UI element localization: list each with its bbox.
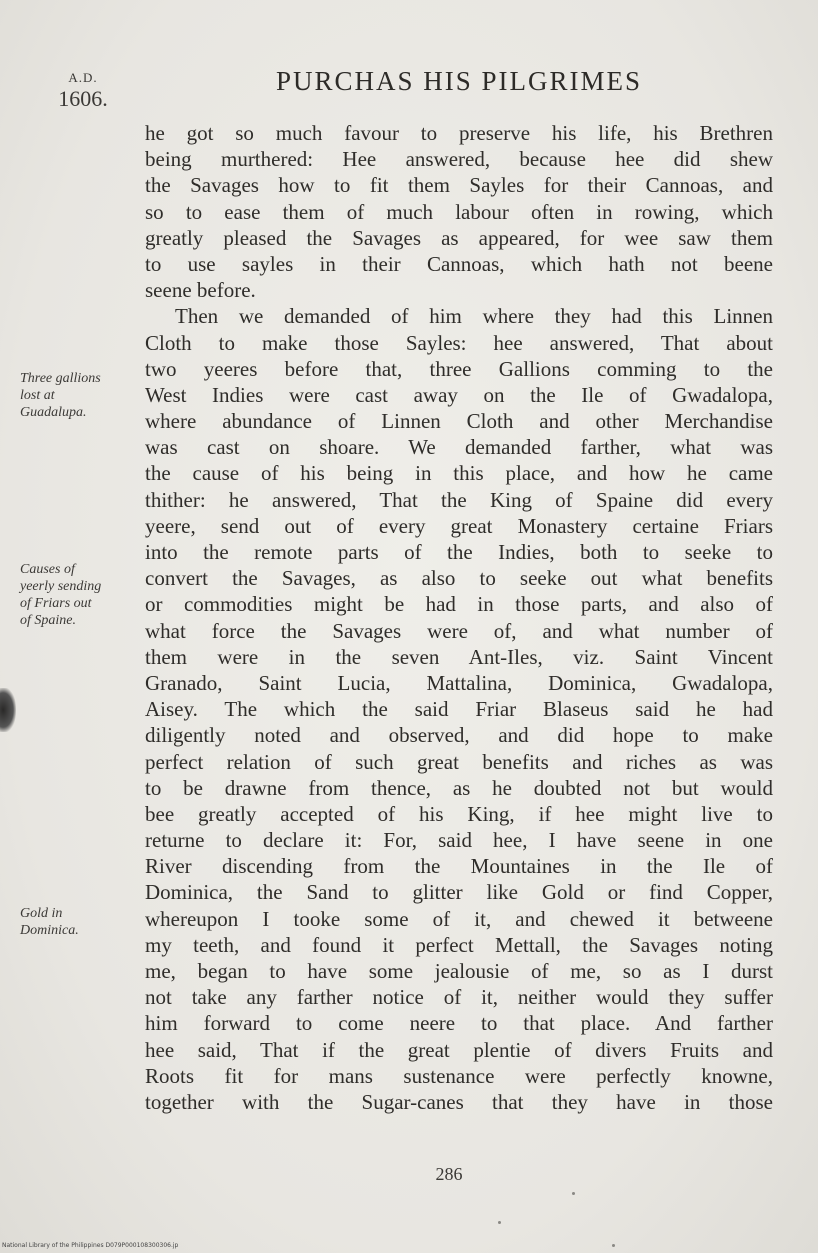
- text-line: Aisey. The which the said Friar Blaseus said he had: [145, 697, 773, 722]
- text-line: diligently noted and observed, and did hope to make: [145, 723, 773, 748]
- text-line: the Savages how to fit them Sayles for their Cannoas, and: [145, 173, 773, 198]
- text-line: he got so much favour to preserve his life, his Brethren: [145, 121, 773, 145]
- scan-credit: National Library of the Philippines D079P000108300306.jp: [2, 1242, 179, 1249]
- text-line: my teeth, and found it perfect Mettall, the Savages noting: [145, 932, 773, 957]
- text-line: him forward to come neere to that place. And farther: [145, 1011, 773, 1036]
- sidenote-line: Guadalupa.: [20, 405, 87, 420]
- sidenote-line: Dominica.: [20, 923, 79, 938]
- text-line: what force the Savages were of, and what number of: [145, 618, 773, 643]
- text-line: together with the Sugar-canes that they have in those: [145, 1089, 773, 1114]
- text-line: hee said, That if the great plentie of divers Fruits and: [145, 1037, 773, 1062]
- sidenote-gallions: [20, 370, 138, 421]
- text-line: so to ease them of much labour often in rowing, which: [145, 199, 773, 224]
- text-line: being murthered: Hee answered, because hee did shew: [145, 147, 773, 172]
- text-line: Cloth to make those Sayles: hee answered, That about: [145, 330, 773, 355]
- era-label: A.D.: [68, 70, 98, 85]
- text-line: West Indies were cast away on the Ile of Gwadalopa,: [145, 382, 773, 407]
- sidenote-line: lost at: [20, 388, 55, 403]
- sidenote-line: of Friars out: [20, 596, 92, 611]
- sidenote-line: Gold in: [20, 906, 63, 921]
- text-line: Then we demanded of him where they had this Linnen: [175, 304, 773, 329]
- text-line: seene before.: [145, 278, 256, 303]
- sidenote-line: Three gallions: [20, 371, 101, 386]
- running-title: PURCHAS HIS PILGRIMES: [275, 66, 643, 96]
- text-line: them were in the seven Ant-Iles, viz. Saint Vincent: [145, 644, 773, 669]
- text-line: convert the Savages, as also to seeke out what benefits: [145, 566, 773, 591]
- text-line: bee greatly accepted of his King, if hee might live to: [145, 801, 773, 826]
- text-line: returne to declare it: For, said hee, I have seene in one: [145, 828, 773, 853]
- body-text: [145, 120, 773, 1115]
- text-line: where abundance of Linnen Cloth and other Merchandise: [145, 409, 773, 434]
- text-line: River discending from the Mountaines in the Ile of: [145, 854, 773, 879]
- page-number: 286: [435, 1164, 463, 1184]
- text-line: was cast on shoare. We demanded farther, what was: [145, 435, 773, 460]
- text-line: to be drawne from thence, as he doubted not but would: [145, 775, 773, 800]
- text-line: greatly pleased the Savages as appeared, for wee saw them: [145, 225, 773, 250]
- text-line: not take any farther notice of it, neither would they suffer: [145, 985, 773, 1010]
- text-line: thither: he answered, That the King of Spaine did every: [145, 487, 773, 512]
- text-line: to use sayles in their Cannoas, which hath not beene: [145, 251, 773, 276]
- text-line: whereupon I tooke some of it, and chewed it betweene: [145, 906, 773, 931]
- text-line: yeere, send out of every great Monastery certaine Friars: [145, 513, 773, 538]
- text-line: or commodities might be had in those parts, and also of: [145, 592, 773, 617]
- sidenote-gold: [20, 905, 138, 939]
- paper-speck: [572, 1192, 575, 1195]
- text-line: two yeeres before that, three Gallions comming to the: [145, 356, 773, 381]
- text-line: Granado, Saint Lucia, Mattalina, Dominica, Gwadalopa,: [145, 670, 773, 695]
- sidenote-line: Causes of: [20, 562, 75, 577]
- text-line: Dominica, the Sand to glitter like Gold or find Copper,: [145, 880, 773, 905]
- sidenote-line: of Spaine.: [20, 613, 76, 628]
- year-label: 1606.: [58, 86, 108, 111]
- sidenote-friars: [20, 561, 138, 629]
- text-line: the cause of his being in this place, and how he came: [145, 461, 773, 486]
- paper-speck: [612, 1244, 615, 1247]
- sidenote-line: yeerly sending: [20, 579, 102, 594]
- text-line: Roots fit for mans sustenance were perfectly knowne,: [145, 1063, 773, 1088]
- text-line: perfect relation of such great benefits and riches as was: [145, 749, 773, 774]
- text-line: into the remote parts of the Indies, both to seeke to: [145, 540, 773, 564]
- text-line: me, began to have some jealousie of me, so as I durst: [145, 959, 773, 983]
- binding-shadow: [0, 688, 16, 732]
- paper-speck: [498, 1221, 501, 1224]
